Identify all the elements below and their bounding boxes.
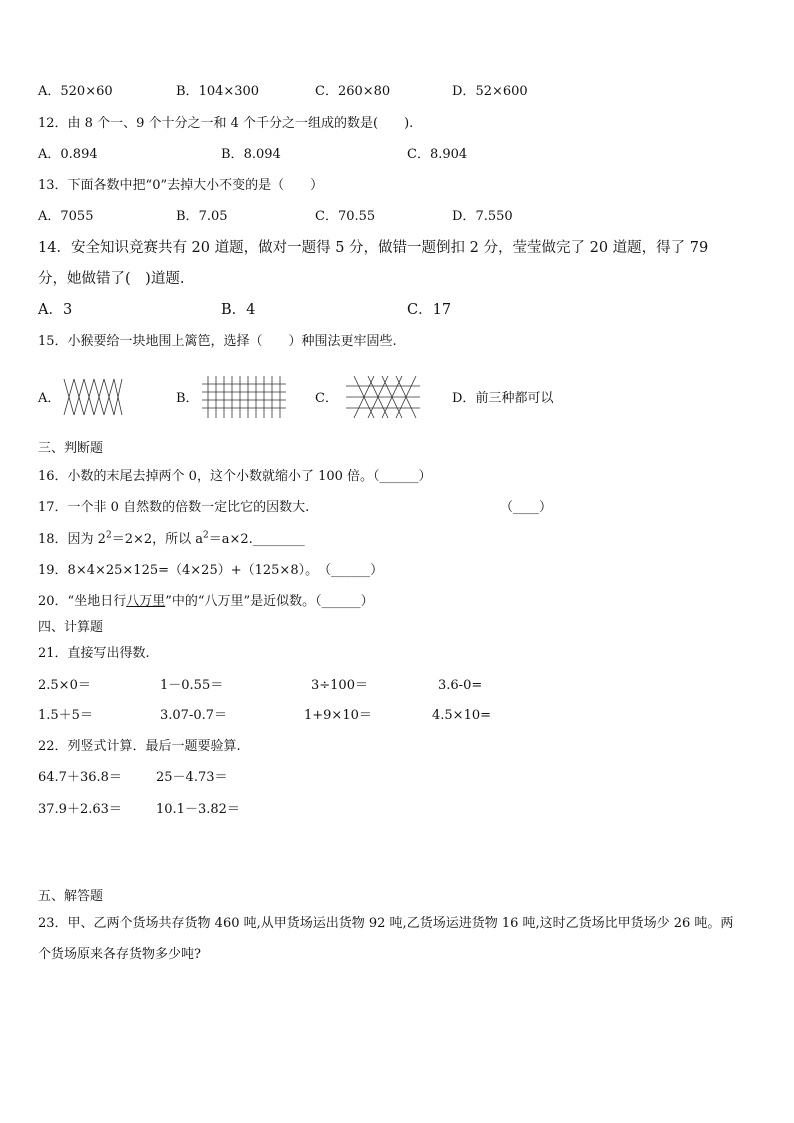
q14-option-c: C．17 xyxy=(407,302,452,318)
q11-option-d: D．52×600 xyxy=(452,84,528,99)
q11-option-b: B．104×300 xyxy=(176,84,260,99)
q17-answer-blank: （____） xyxy=(500,500,553,515)
q11-option-a: A．520×60 xyxy=(38,84,113,99)
q21-item: 4.5×10= xyxy=(432,708,492,723)
section-title-calculation: 四、计算题 xyxy=(38,620,104,635)
q22-item: 64.7＋36.8＝ xyxy=(38,770,122,785)
q12-option-a: A．0.894 xyxy=(38,147,98,162)
q12-option-c: C．8.904 xyxy=(407,147,468,162)
q21-item: 2.5×0＝ xyxy=(38,678,91,693)
q14-stem-line2: 分，她做错了( )道题. xyxy=(38,271,185,287)
q14-option-a: A．3 xyxy=(38,302,73,318)
q14-stem-line1: 14．安全知识竞赛共有 20 道题，做对一题得 5 分，做错一题倒扣 2 分，莹莹做完了 20 道题，得了 79 xyxy=(38,240,709,256)
q18: 18．因为 $2^2=2\times 2$，所以 $a^2=a\times 2.\_\_\_\_\_\_\_\_$ xyxy=(38,530,305,547)
fence-figure-a xyxy=(62,377,124,417)
q21-item: 3.6-0= xyxy=(438,678,483,693)
q19: 19．8×4×25×125=（4×25）+（125×8）。 （______） xyxy=(38,563,384,578)
q11-option-c: C．260×80 xyxy=(315,84,391,99)
q15-option-b-label: B． xyxy=(176,391,199,406)
q21-item: 1.5＋5＝ xyxy=(38,708,93,723)
q13-option-d: D．7.550 xyxy=(452,209,513,224)
q21-item: 3.07-0.7＝ xyxy=(160,708,228,723)
q15-stem: 15．小猴要给一块地围上篱笆，选择（ ）种围法更牢固些. xyxy=(38,334,397,349)
q15-option-d: D．前三种都可以 xyxy=(452,391,554,406)
q21-item: 1+9×10＝ xyxy=(304,708,372,723)
q12-option-b: B．8.094 xyxy=(221,147,281,162)
q22-item: 37.9＋2.63＝ xyxy=(38,802,122,817)
q13-option-c: C．70.55 xyxy=(315,209,376,224)
q21-item: 1－0.55＝ xyxy=(160,678,224,693)
q17: 17．一个非 0 自然数的倍数一定比它的因数大. xyxy=(38,500,310,515)
q15-option-c-label: C． xyxy=(315,391,338,406)
q22-stem: 22．列竖式计算．最后一题要验算. xyxy=(38,739,241,754)
q13-stem: 13．下面各数中把“0”去掉大小不变的是（ ） xyxy=(38,178,324,193)
q22-item: 10.1－3.82＝ xyxy=(156,802,240,817)
q23-line1: 23．甲、乙两个货场共存货物 460 吨,从甲货场运出货物 92 吨,乙货场运进货物 16 吨,这时乙货场比甲货场少 26 吨。两 xyxy=(38,916,734,931)
q21-item: 3÷100＝ xyxy=(311,678,368,693)
q21-stem: 21．直接写出得数. xyxy=(38,646,150,661)
q23-line2: 个货场原来各存货物多少吨? xyxy=(38,947,201,962)
q12-stem: 12．由 8 个一、9 个十分之一和 4 个千分之一组成的数是( ). xyxy=(38,116,414,131)
fence-figure-c xyxy=(344,374,422,420)
q16: 16．小数的末尾去掉两个 0，这个小数就缩小了 100 倍。（______） xyxy=(38,469,432,484)
q15-option-a-label: A． xyxy=(38,391,61,406)
fence-figure-b xyxy=(200,374,288,420)
q13-option-b: B．7.05 xyxy=(176,209,228,224)
q22-item: 25－4.73＝ xyxy=(156,770,228,785)
q14-option-b: B．4 xyxy=(221,302,256,318)
q20: 20．“坐地日行八万里”中的“八万里”是近似数。（______） xyxy=(38,594,374,609)
q13-option-a: A．7055 xyxy=(38,209,94,224)
section-title-word-problems: 五、解答题 xyxy=(38,889,104,904)
section-title-judgment: 三、判断题 xyxy=(38,441,104,456)
